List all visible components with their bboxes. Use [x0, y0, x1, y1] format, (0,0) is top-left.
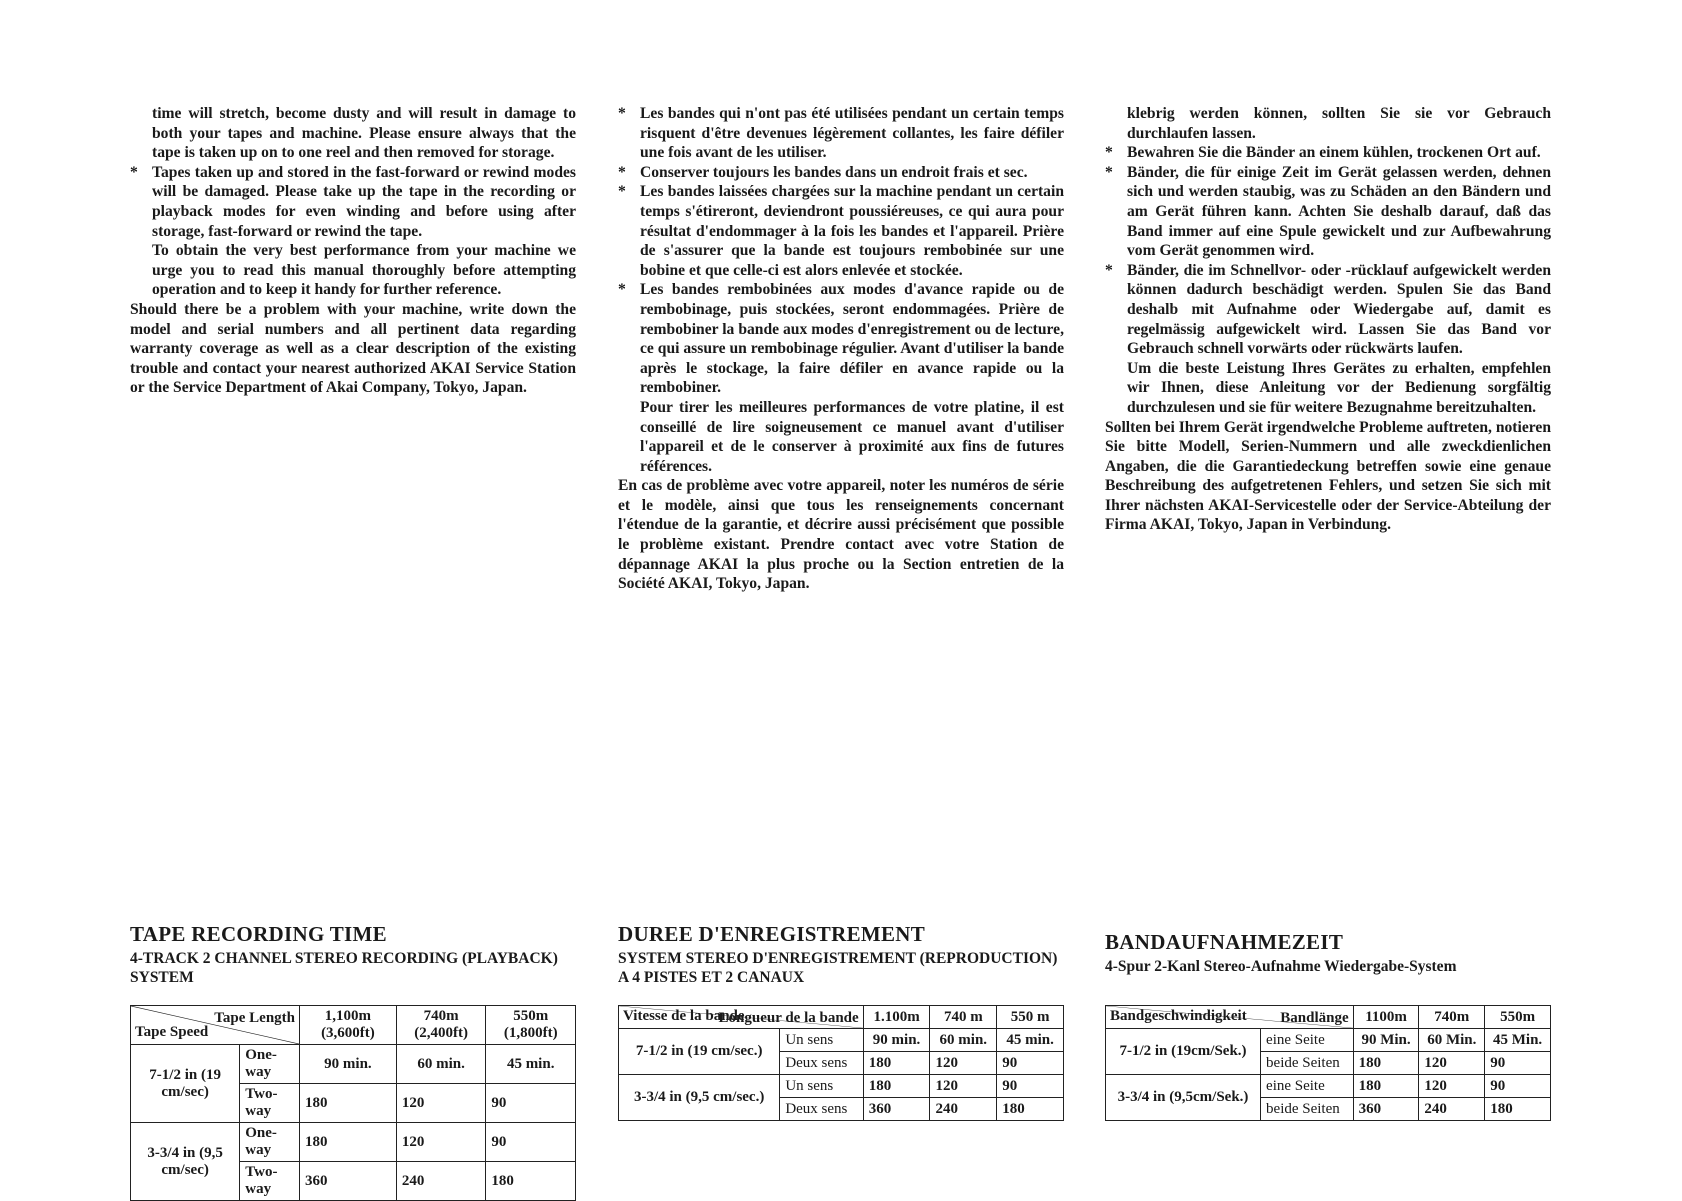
- speed-cell: 7-1/2 in (19 cm/sec): [131, 1045, 240, 1123]
- table-row: [131, 1045, 576, 1084]
- english-continuation: time will stretch, become dusty and will result in damage to both your tapes and machine. Please ensure always that the tape is taken up on to one reel and then removed for storage.: [152, 105, 576, 162]
- german-column: [1105, 104, 1551, 535]
- time-cell: 120: [396, 1084, 486, 1123]
- table-row: [131, 1123, 576, 1162]
- mode-cell: Un sens: [780, 1075, 863, 1098]
- time-cell: 60 min.: [396, 1045, 486, 1084]
- length-header-label: Bandlänge: [1280, 1010, 1349, 1026]
- length-column-header: 740m (2,400ft): [396, 1006, 486, 1045]
- mode-cell: One-way: [240, 1045, 300, 1084]
- speed-cell: 7-1/2 in (19 cm/sec.): [619, 1029, 780, 1075]
- time-cell: 180: [1353, 1075, 1419, 1098]
- time-cell: 90 min.: [300, 1045, 397, 1084]
- mode-cell: One-way: [240, 1123, 300, 1162]
- time-cell: 180: [863, 1052, 930, 1075]
- time-cell: 180: [1353, 1052, 1419, 1075]
- time-cell: 360: [863, 1098, 930, 1121]
- time-cell: 120: [1419, 1075, 1485, 1098]
- length-column-header: 550m: [1485, 1006, 1551, 1029]
- length-column-header: 740m: [1419, 1006, 1485, 1029]
- time-cell: 90: [486, 1123, 576, 1162]
- time-cell: 120: [396, 1123, 486, 1162]
- speed-cell: 3-3/4 in (9,5 cm/sec.): [619, 1075, 780, 1121]
- time-cell: 180: [486, 1162, 576, 1201]
- french-column: [618, 104, 1064, 594]
- french-indented-paragraph: Pour tirer les meilleures performances de votre platine, il est conseillé de lire soigneusement ce manuel avant d'utiliser l'appareil et de le conserver à proximité aux fins de futures références.: [640, 398, 1064, 475]
- time-cell: 90: [486, 1084, 576, 1123]
- table-row: [619, 1029, 1064, 1052]
- english-heading: TAPE RECORDING TIME: [130, 922, 387, 946]
- table-header-row: [1106, 1006, 1551, 1029]
- time-cell: 120: [930, 1075, 997, 1098]
- english-paragraph: Should there be a problem with your machine, write down the model and serial numbers and all pertinent data regarding warranty coverage as well as a clear description of the existing trouble and contact your nearest authorized AKAI Service Station or the Service Department of Akai Company, Tokyo, Japan.: [130, 300, 576, 397]
- length-column-header: 550 m: [997, 1006, 1064, 1029]
- french-bullet: * Les bandes laissées chargées sur la machine pendant un certain temps s'étireront, deviendront poussiéreuses, ce qui aura pour résultat d'endommager à la fois les bandes et l'appareil. Prière de s'assurer que la bande est toujours rembobinée sur une bobine et que celle-ci est alors enlevée et stockée.: [618, 182, 1064, 280]
- time-cell: 240: [396, 1162, 486, 1201]
- mode-cell: Two-way: [240, 1084, 300, 1123]
- length-column-header: 1.100m: [863, 1006, 930, 1029]
- table-header-row: [619, 1006, 1064, 1029]
- time-cell: 120: [1419, 1052, 1485, 1075]
- time-cell: 45 min.: [997, 1029, 1064, 1052]
- french-bullet: * Les bandes qui n'ont pas été utilisées pendant un certain temps risquent d'être devenues légèrement collantes, les faire défiler une fois avant de les utiliser.: [618, 104, 1064, 163]
- speed-cell: 3-3/4 in (9,5 cm/sec): [131, 1123, 240, 1201]
- speed-cell: 7-1/2 in (19cm/Sek.): [1106, 1029, 1261, 1075]
- time-cell: 240: [930, 1098, 997, 1121]
- table-row: [619, 1075, 1064, 1098]
- time-cell: 90: [1485, 1052, 1551, 1075]
- length-header-label: Tape Length: [214, 1010, 296, 1026]
- german-recording-time-table: [1105, 1005, 1551, 1121]
- english-column: [130, 104, 576, 398]
- german-subheading: 4-Spur 2-Kanl Stereo-Aufnahme Wiedergabe-System: [1105, 958, 1457, 975]
- length-column-header: 740 m: [930, 1006, 997, 1029]
- table-row: [1106, 1029, 1551, 1052]
- diagonal-header-cell: [1106, 1006, 1354, 1029]
- german-indented-paragraph: Um die beste Leistung Ihres Gerätes zu erhalten, empfehlen wir Ihnen, diese Anleitung vor der Bedienung sorgfältig durchzulesen und sie für weitere Bezugnahme bereitzuhalten.: [1127, 359, 1551, 416]
- mode-cell: beide Seiten: [1261, 1098, 1354, 1121]
- german-continuation: klebrig werden können, sollten Sie sie vor Gebrauch durchlaufen lassen.: [1127, 105, 1551, 142]
- time-cell: 90: [1485, 1075, 1551, 1098]
- time-cell: 90: [997, 1052, 1064, 1075]
- time-cell: 60 min.: [930, 1029, 997, 1052]
- time-cell: 240: [1419, 1098, 1485, 1121]
- english-subheading: 4-TRACK 2 CHANNEL STEREO RECORDING (PLAYBACK) SYSTEM: [130, 950, 558, 986]
- diagonal-header-cell: [131, 1006, 300, 1045]
- mode-cell: beide Seiten: [1261, 1052, 1354, 1075]
- time-cell: 180: [300, 1123, 397, 1162]
- german-bullet: * Bewahren Sie die Bänder an einem kühlen, trockenen Ort auf.: [1105, 143, 1551, 163]
- mode-cell: Two-way: [240, 1162, 300, 1201]
- english-bullet: * Tapes taken up and stored in the fast-forward or rewind modes will be damaged. Please take up the tape in the recording or playback modes for even winding and before using after storage, fast-forward or rewind the tape.: [130, 163, 576, 241]
- mode-cell: eine Seite: [1261, 1029, 1354, 1052]
- diagonal-header-cell: [619, 1006, 864, 1029]
- english-recording-time-table: [130, 1005, 576, 1201]
- french-section-header: [618, 922, 1064, 987]
- english-section-header: [130, 922, 576, 987]
- french-subheading: SYSTEM STEREO D'ENREGISTREMENT (REPRODUCTION) A 4 PISTES ET 2 CANAUX: [618, 950, 1058, 986]
- time-cell: 180: [300, 1084, 397, 1123]
- table-header-row: [131, 1006, 576, 1045]
- french-paragraph: En cas de problème avec votre appareil, noter les numéros de série et le modèle, ainsi que tous les renseignements concernant l'étendue de la garantie, et décrire aussi précisément que possible le problème existant. Prendre contact avec votre Station de dépannage AKAI la plus proche ou la Section entretien de la Société AKAI, Tokyo, Japan.: [618, 477, 1064, 593]
- time-cell: 90: [997, 1075, 1064, 1098]
- german-paragraph: Sollten bei Ihrem Gerät irgendwelche Probleme auftreten, notieren Sie bitte Modell, Serien-Nummern und alle zweckdienlichen Angaben, die die Garantiedeckung betreffen sowie eine genaue Beschreibung des aufgetretenen Fehlers, und setzen Sie sich mit Ihrer nächsten AKAI-Servicestelle oder der Service-Abteilung der Firma AKAI, Tokyo, Japan in Verbindung.: [1105, 418, 1551, 534]
- time-cell: 180: [1485, 1098, 1551, 1121]
- speed-header-label: Tape Speed: [135, 1024, 209, 1040]
- german-section-header: [1105, 930, 1551, 976]
- time-cell: 180: [863, 1075, 930, 1098]
- time-cell: 90 min.: [863, 1029, 930, 1052]
- time-cell: 120: [930, 1052, 997, 1075]
- time-cell: 60 Min.: [1419, 1029, 1485, 1052]
- time-cell: 180: [997, 1098, 1064, 1121]
- french-bullet: * Conserver toujours les bandes dans un endroit frais et sec.: [618, 163, 1064, 183]
- time-cell: 360: [1353, 1098, 1419, 1121]
- mode-cell: Deux sens: [780, 1098, 863, 1121]
- length-column-header: 1100m: [1353, 1006, 1419, 1029]
- time-cell: 45 Min.: [1485, 1029, 1551, 1052]
- german-bullet: * Bänder, die im Schnellvor- oder -rücklauf aufgewickelt werden können dadurch beschädigt werden. Spulen Sie das Band deshalb mit Aufnahme oder Wiedergabe auf, damit es regelmässig aufgewickelt wird. Lassen Sie das Band vor Gebrauch schnell vorwärts oder rückwärts laufen.: [1105, 261, 1551, 359]
- mode-cell: Deux sens: [780, 1052, 863, 1075]
- time-cell: 45 min.: [486, 1045, 576, 1084]
- german-bullet: * Bänder, die für einige Zeit im Gerät gelassen werden, dehnen sich und werden staubig, was zu Schäden an den Bändern und am Gerät führen kann. Achten Sie deshalb darauf, daß das Band immer auf eine Spule gewickelt und zur Aufbewahrung vom Gerät genommen wird.: [1105, 163, 1551, 261]
- time-cell: 90 Min.: [1353, 1029, 1419, 1052]
- french-heading: DUREE D'ENREGISTREMENT: [618, 922, 926, 946]
- french-recording-time-table: [618, 1005, 1064, 1121]
- speed-cell: 3-3/4 in (9,5cm/Sek.): [1106, 1075, 1261, 1121]
- mode-cell: eine Seite: [1261, 1075, 1354, 1098]
- mode-cell: Un sens: [780, 1029, 863, 1052]
- table-row: [1106, 1075, 1551, 1098]
- length-header-label: Longueur de la bande: [718, 1010, 859, 1026]
- speed-header-label: Vitesse de la bande: [623, 1008, 745, 1024]
- speed-header-label: Bandgeschwindigkeit: [1110, 1008, 1247, 1024]
- time-cell: 360: [300, 1162, 397, 1201]
- french-bullet: * Les bandes rembobinées aux modes d'avance rapide ou de rembobinage, puis stockées, seront endommagées. Prière de rembobiner la bande aux modes d'enregistrement ou de lecture, ce qui assure un rembobinage régulier. Avant d'utiliser la bande après le stockage, la faire défiler en avance rapide ou la rembobiner.: [618, 280, 1064, 398]
- german-heading: BANDAUFNAHMEZEIT: [1105, 930, 1344, 954]
- english-indented-paragraph: To obtain the very best performance from your machine we urge you to read this manual thoroughly before attempting operation and to keep it handy for further reference.: [152, 242, 576, 299]
- length-column-header: 550m (1,800ft): [486, 1006, 576, 1045]
- length-column-header: 1,100m (3,600ft): [300, 1006, 397, 1045]
